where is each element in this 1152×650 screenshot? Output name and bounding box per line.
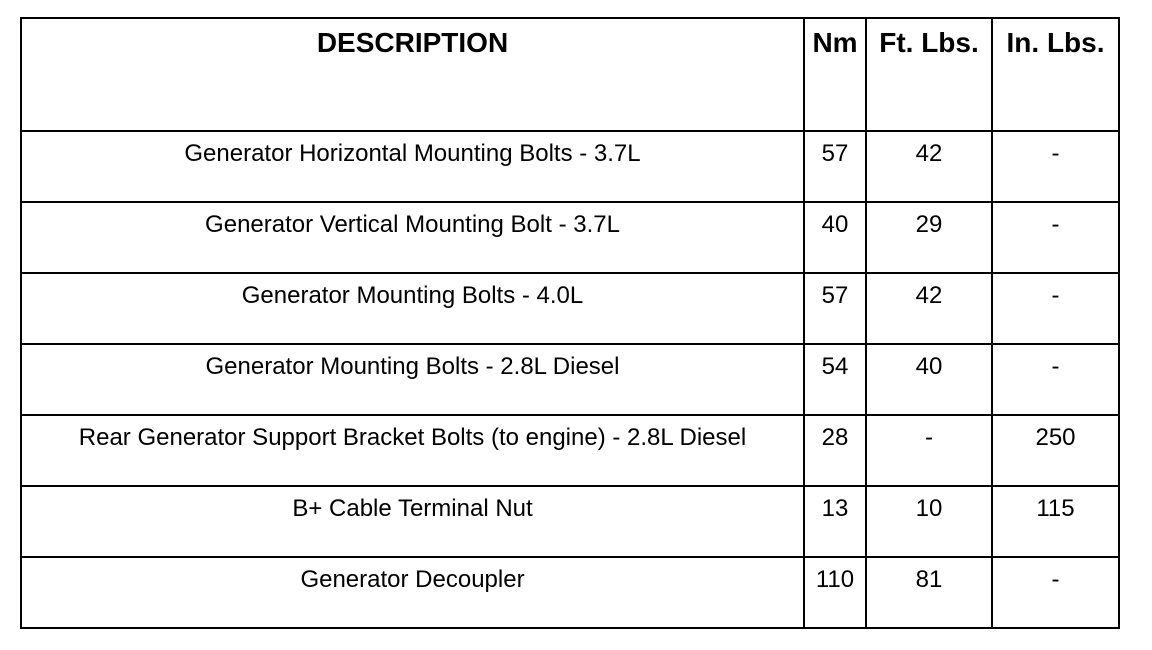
cell-in-lbs: - (992, 131, 1119, 202)
header-ft-lbs: Ft. Lbs. (866, 18, 992, 131)
cell-description: Generator Mounting Bolts - 2.8L Diesel (21, 344, 804, 415)
cell-ft-lbs: 42 (866, 131, 992, 202)
header-description: DESCRIPTION (21, 18, 804, 131)
cell-nm: 54 (804, 344, 866, 415)
cell-in-lbs: - (992, 202, 1119, 273)
cell-nm: 13 (804, 486, 866, 557)
table-row (21, 344, 1119, 415)
table-row (21, 131, 1119, 202)
cell-nm: 57 (804, 131, 866, 202)
torque-spec-table (20, 17, 1120, 629)
cell-description: Generator Vertical Mounting Bolt - 3.7L (21, 202, 804, 273)
cell-ft-lbs: 81 (866, 557, 992, 628)
cell-nm: 28 (804, 415, 866, 486)
cell-nm: 110 (804, 557, 866, 628)
cell-in-lbs: 115 (992, 486, 1119, 557)
cell-in-lbs: - (992, 344, 1119, 415)
table-header-row (21, 18, 1119, 131)
cell-ft-lbs: 42 (866, 273, 992, 344)
cell-in-lbs: 250 (992, 415, 1119, 486)
table-row (21, 415, 1119, 486)
table-row (21, 557, 1119, 628)
cell-nm: 57 (804, 273, 866, 344)
cell-ft-lbs: - (866, 415, 992, 486)
header-in-lbs: In. Lbs. (992, 18, 1119, 131)
cell-description: Rear Generator Support Bracket Bolts (to engine) - 2.8L Diesel (21, 415, 804, 486)
cell-description: Generator Horizontal Mounting Bolts - 3.7L (21, 131, 804, 202)
table-row (21, 273, 1119, 344)
table-row (21, 202, 1119, 273)
cell-nm: 40 (804, 202, 866, 273)
cell-ft-lbs: 40 (866, 344, 992, 415)
header-nm: Nm (804, 18, 866, 131)
cell-description: B+ Cable Terminal Nut (21, 486, 804, 557)
cell-in-lbs: - (992, 557, 1119, 628)
cell-in-lbs: - (992, 273, 1119, 344)
cell-ft-lbs: 29 (866, 202, 992, 273)
cell-description: Generator Mounting Bolts - 4.0L (21, 273, 804, 344)
cell-ft-lbs: 10 (866, 486, 992, 557)
table-row (21, 486, 1119, 557)
cell-description: Generator Decoupler (21, 557, 804, 628)
